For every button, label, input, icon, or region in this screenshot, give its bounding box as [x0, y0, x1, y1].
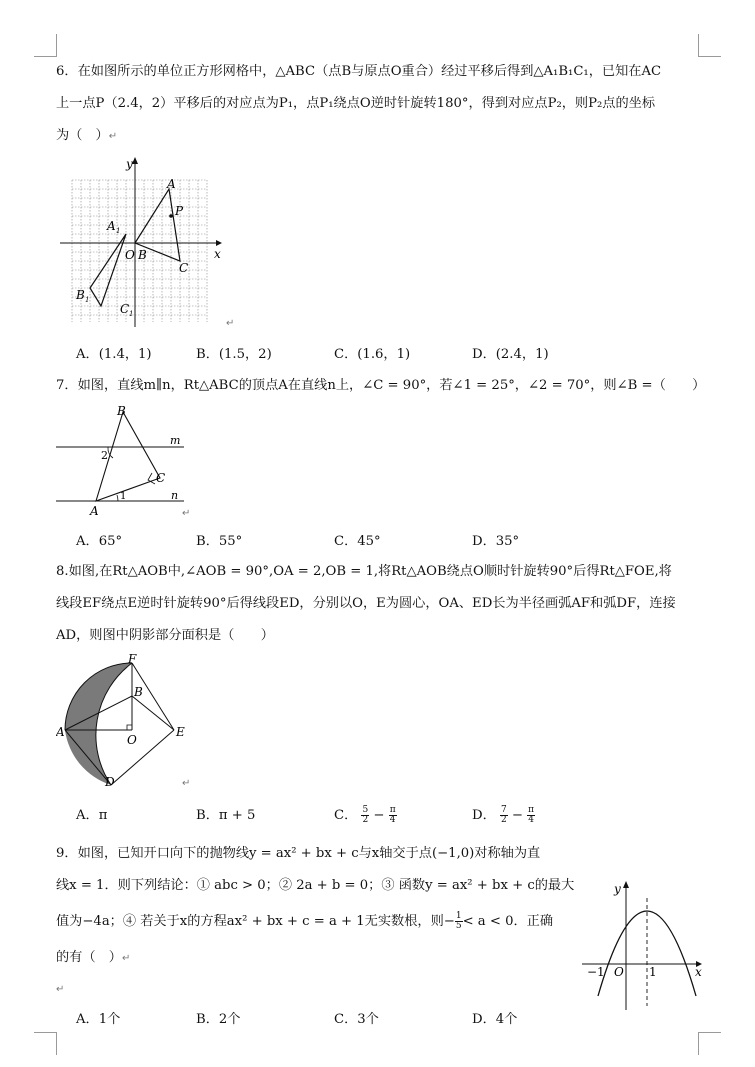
q9-text-line4: 的有（ ）↵ [56, 950, 131, 965]
svg-text:A: A [90, 504, 99, 518]
q6-option-c[interactable]: C．(1.6，1) [334, 347, 411, 362]
svg-text:m: m [170, 434, 181, 447]
corner-mark-top-left [34, 34, 57, 57]
svg-text:A: A [167, 177, 176, 191]
svg-text:A: A [107, 219, 116, 233]
q9-option-a[interactable]: A．1个 [76, 1012, 121, 1027]
return-mark: ↵ [226, 318, 235, 329]
q8-option-a[interactable]: A．π [76, 808, 108, 823]
svg-text:x: x [214, 247, 221, 261]
return-mark: ↵ [182, 508, 191, 519]
svg-text:x: x [695, 965, 702, 979]
q9-text-line1: 9．如图，已知开口向下的抛物线y = ax² + bx + c与x轴交于点(−1,0)对称轴为直 [56, 846, 541, 861]
q7-text: 7．如图，直线m∥n，Rt△ABC的顶点A在直线n上，∠C = 90°，若∠1 = 25°，∠2 = 70°，则∠B =（ ） [56, 378, 706, 393]
q8-options [76, 806, 636, 826]
q9-parabola-figure [578, 878, 708, 1013]
shaded-region [65, 663, 132, 785]
q7-figure [56, 402, 196, 520]
svg-text:y: y [126, 157, 133, 171]
q8-figure [56, 652, 196, 792]
svg-text:P: P [175, 204, 184, 218]
q8-text-line3: AD，则图中阴影部分面积是（ ） [56, 628, 274, 643]
q6-text-line3: 为（ ）↵ [56, 128, 118, 143]
svg-text:1: 1 [85, 296, 90, 304]
svg-text:A: A [56, 725, 65, 739]
return-mark: ↵ [56, 984, 65, 995]
svg-text:O: O [125, 248, 135, 262]
q6-grid-figure [56, 152, 236, 332]
svg-text:C: C [179, 261, 189, 275]
svg-text:E: E [176, 725, 185, 739]
q6-text-line1: 6．在如图所示的单位正方形网格中，△ABC（点B与原点O重合）经过平移后得到△A₁B₁C₁，已知在AC [56, 64, 662, 79]
svg-text:−1: −1 [587, 965, 605, 979]
q7-options [76, 532, 636, 552]
q8-text-line1: 8.如图,在Rt△AOB中,∠AOB = 90°,OA = 2,OB = 1,将Rt△AOB绕点O顺时针旋转90°后得Rt△FOE,将 [56, 564, 672, 579]
svg-text:B: B [134, 685, 143, 699]
svg-text:1: 1 [116, 227, 121, 235]
q6-text-line2: 上一点P（2.4，2）平移后的对应点为P₁，点P₁绕点O逆时针旋转180°，得到对应点P₂，则P₂点的坐标 [56, 96, 656, 111]
q8-text-line2: 线段EF绕点E逆时针旋转90°后得线段ED，分别以O，E为圆心，OA、ED长为半径画弧AF和弧DF，连接 [56, 596, 676, 611]
svg-text:F: F [128, 652, 137, 666]
q9-text-line2: 线x = 1．则下列结论：① abc > 0；② 2a + b = 0；③ 函数y = ax² + bx + c的最大 [56, 878, 575, 893]
svg-text:2: 2 [101, 449, 108, 462]
q7-option-d[interactable]: D．35° [472, 534, 520, 549]
q9-option-d[interactable]: D．4个 [472, 1012, 518, 1027]
q9-option-b[interactable]: B．2个 [196, 1012, 241, 1027]
corner-mark-bottom-left [34, 1032, 57, 1055]
q9-text-line3: 值为−4a；④ 若关于x的方程ax² + bx + c = a + 1无实数根，则− $\frac{1}{5}$ < a < 0．正确 [56, 911, 554, 931]
svg-text:B: B [117, 404, 126, 418]
q9-option-c[interactable]: C．3个 [334, 1012, 379, 1027]
q6-options [76, 345, 636, 365]
q6-option-d[interactable]: D．(2.4，1) [472, 347, 549, 362]
svg-text:B: B [76, 288, 85, 302]
svg-text:B: B [138, 248, 147, 262]
q9-options [76, 1010, 636, 1030]
q7-option-a[interactable]: A．65° [76, 534, 123, 549]
svg-text:O: O [614, 965, 624, 979]
svg-text:1: 1 [129, 310, 134, 318]
q8-option-c[interactable]: C． $\frac{5}{2}$ − $\frac{\pi}{4}$ [334, 805, 396, 825]
return-mark: ↵ [182, 778, 191, 789]
corner-mark-top-right [698, 34, 721, 57]
svg-text:C: C [156, 471, 166, 485]
svg-text:1: 1 [649, 965, 657, 979]
svg-text:C: C [120, 302, 130, 316]
q6-option-b[interactable]: B．(1.5，2) [196, 347, 272, 362]
corner-mark-bottom-right [698, 1032, 721, 1055]
q8-option-d[interactable]: D． $\frac{7}{2}$ − $\frac{\pi}{4}$ [472, 805, 535, 825]
svg-text:O: O [127, 733, 137, 747]
q6-option-a[interactable]: A．(1.4，1) [76, 347, 152, 362]
svg-text:1: 1 [120, 491, 127, 502]
q7-option-b[interactable]: B．55° [196, 534, 243, 549]
q7-option-c[interactable]: C．45° [334, 534, 381, 549]
svg-text:n: n [171, 489, 179, 502]
q8-option-b[interactable]: B．π + 5 [196, 808, 256, 823]
svg-text:D: D [105, 775, 115, 789]
svg-text:y: y [614, 882, 621, 896]
point-p [169, 214, 173, 218]
